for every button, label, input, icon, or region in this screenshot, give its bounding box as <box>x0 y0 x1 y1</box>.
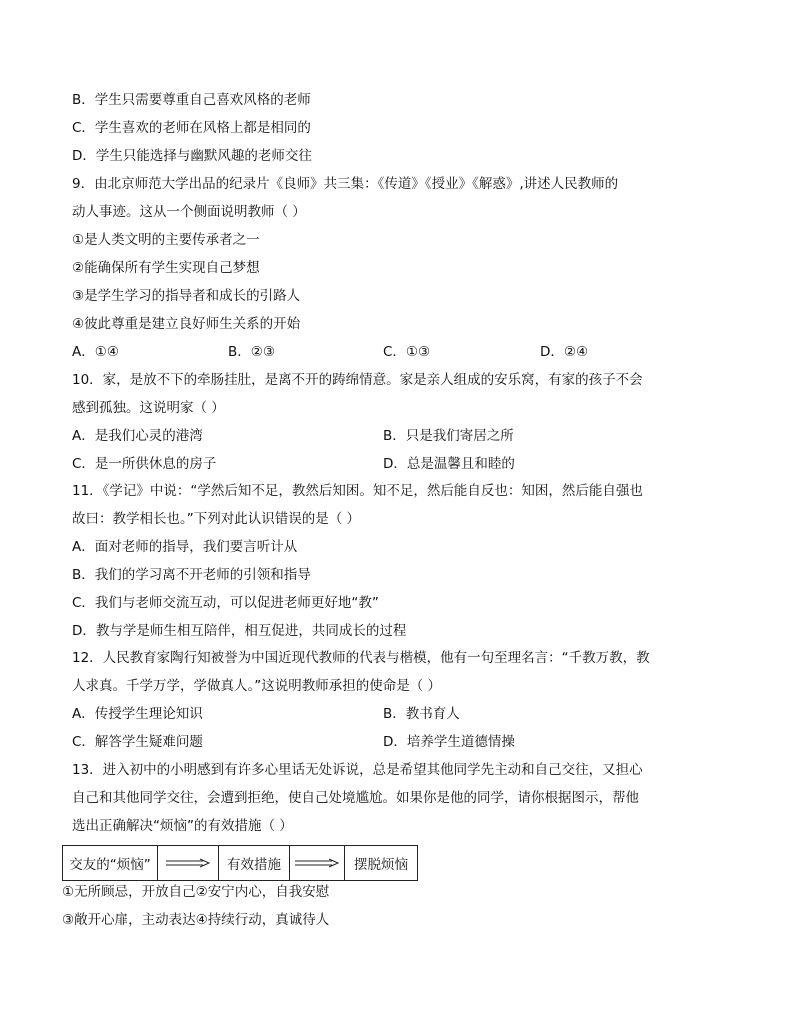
q13-items-line1: ①无所顾忌，开放自己②安宁内心，自我安慰 <box>62 884 330 900</box>
q9-options <box>72 342 734 362</box>
flow-arrow-1 <box>158 846 219 880</box>
q10-option-b[interactable]: B．只是我们寄居之所 <box>383 428 514 444</box>
q13-stem-line3: 选出正确解决“烦恼”的有效措施（ ） <box>72 818 293 834</box>
q9-stem-line1: 9．由北京师范大学出品的纪录片《良师》共三集：《传道》《授业》《解惑》,讲述人民教师的 <box>72 176 619 192</box>
q11-option-d[interactable]: D．教与学是师生相互陪伴，相互促进，共同成长的过程 <box>72 623 407 639</box>
flow-cell-result: 摆脱烦恼 <box>354 857 408 873</box>
q12-options-row2 <box>72 732 734 752</box>
q12-option-b[interactable]: B．教书育人 <box>383 706 460 722</box>
right-arrow-icon <box>165 858 211 868</box>
q10-options-row2 <box>72 454 734 474</box>
q8-option-c: C．学生喜欢的老师在风格上都是相同的 <box>72 120 311 136</box>
q13-flow-diagram <box>62 845 418 881</box>
q9-item-4: ④彼此尊重是建立良好师生关系的开始 <box>72 316 301 332</box>
q11-option-c[interactable]: C．我们与老师交流互动，可以促进老师更好地“教” <box>72 595 379 611</box>
q13-stem-line1: 13．进入初中的小明感到有许多心里话无处诉说，总是希望其他同学先主动和自己交往，又担心 <box>72 762 643 778</box>
q9-option-b[interactable]: B．②③ <box>228 344 275 360</box>
q9-option-d[interactable]: D．②④ <box>540 344 589 360</box>
q8-option-b: B．学生只需要尊重自己喜欢风格的老师 <box>72 92 311 108</box>
q10-option-a[interactable]: A．是我们心灵的港湾 <box>72 428 203 444</box>
q12-option-c[interactable]: C．解答学生疑难问题 <box>72 734 203 750</box>
q13-items-line2: ③敞开心扉，主动表达④持续行动，真诚待人 <box>62 912 330 928</box>
q12-stem-line1: 12．人民教育家陶行知被誉为中国近现代教师的代表与楷模，他有一句至理名言：“千教万教，教 <box>72 650 650 666</box>
q10-options-row1 <box>72 426 734 446</box>
q9-option-a[interactable]: A．①④ <box>72 344 119 360</box>
q11-option-a[interactable]: A．面对老师的指导，我们要言听计从 <box>72 539 298 555</box>
q11-stem-line1: 11．《学记》中说：“学然后知不足，教然后知困。知不足，然后能自反也：知困，然后能自强也 <box>72 483 643 499</box>
right-arrow-icon <box>294 858 340 868</box>
q10-stem-line1: 10．家，是放不下的牵肠挂肚，是离不开的踌绵情意。家是亲人组成的安乐窝，有家的孩子不会 <box>72 372 643 388</box>
q13-stem-line2: 自己和其他同学交往，会遭到拒绝，使自己处境尴尬。如果你是他的同学，请你根据图示，帮他 <box>72 790 639 806</box>
q12-stem-line2: 人求真。千学万学，学做真人。”这说明教师承担的使命是（ ） <box>72 678 442 694</box>
q11-option-b[interactable]: B．我们的学习离不开老师的引领和指导 <box>72 567 311 583</box>
q10-option-c[interactable]: C．是一所供休息的房子 <box>72 456 217 472</box>
q9-stem-line2: 动人事迹。这从一个侧面说明教师（ ） <box>72 204 306 220</box>
flow-cell-measures: 有效措施 <box>219 846 290 880</box>
q9-item-2: ②能确保所有学生实现自己梦想 <box>72 260 260 276</box>
q12-options-row1 <box>72 704 734 724</box>
q10-option-d[interactable]: D．总是温馨且和睦的 <box>383 456 515 472</box>
flow-cell-problem: 交友的“烦恼” <box>63 846 158 880</box>
q9-option-c[interactable]: C．①③ <box>383 344 431 360</box>
q9-item-3: ③是学生学习的指导者和成长的引路人 <box>72 288 301 304</box>
q9-item-1: ①是人类文明的主要传承者之一 <box>72 232 260 248</box>
q8-option-d: D．学生只能选择与幽默风趣的老师交往 <box>72 148 312 164</box>
q12-option-d[interactable]: D．培养学生道德情操 <box>383 734 515 750</box>
q10-stem-line2: 感到孤独。这说明家（ ） <box>72 400 225 416</box>
q11-stem-line2: 故曰：教学相长也。”下列对此认识错误的是（ ） <box>72 511 361 527</box>
flow-arrow-2 <box>290 846 345 880</box>
q12-option-a[interactable]: A．传授学生理论知识 <box>72 706 203 722</box>
